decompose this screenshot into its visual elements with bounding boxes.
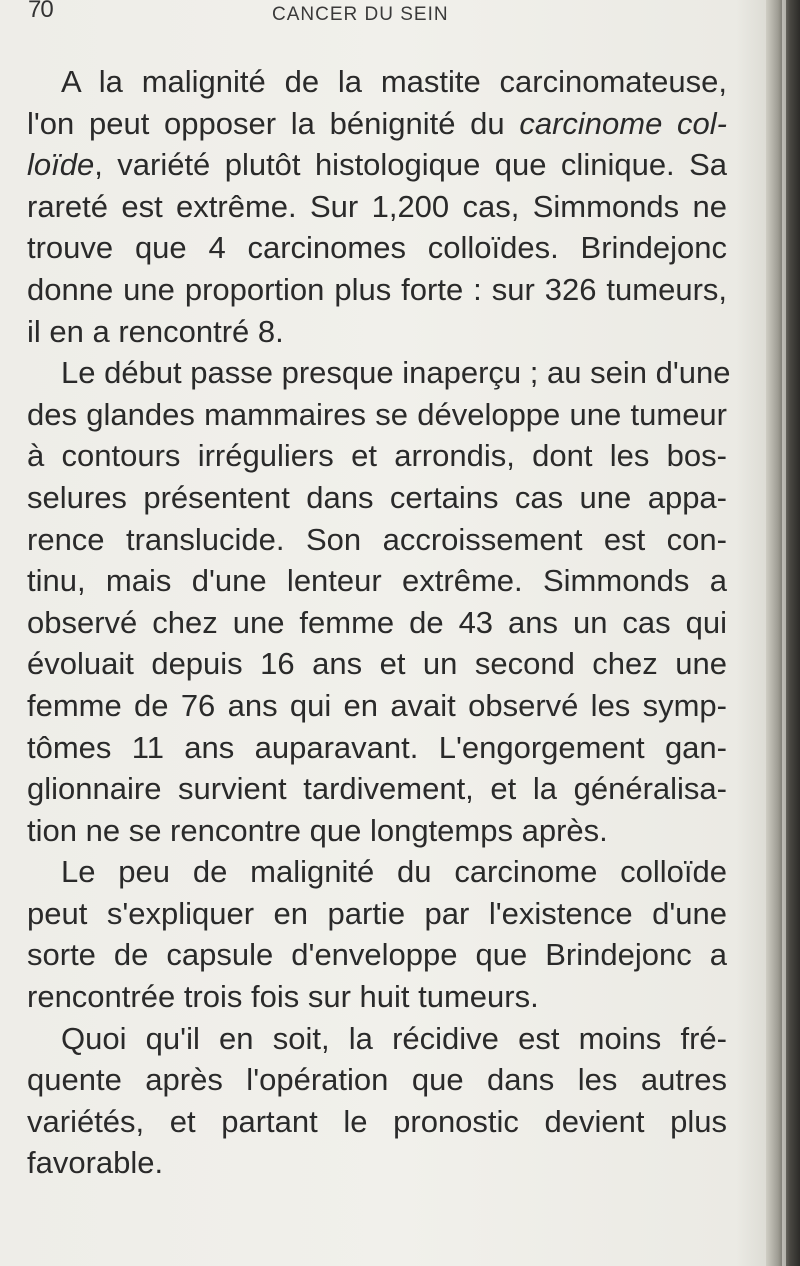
italic-term: loïde: [27, 147, 95, 183]
text-line: femme de 76 ans qui en avait observé les symp-: [27, 687, 727, 723]
text-line: selures présentent dans certains cas une appa-: [27, 479, 727, 515]
italic-term: carcinome col-: [519, 105, 727, 141]
text-line: sorte de capsule d'enveloppe que Brindejonc a: [27, 937, 727, 973]
text-line: peut s'expliquer en partie par l'existence d'une: [27, 895, 727, 931]
text-fragment: l'on peut opposer la bénignité du: [27, 105, 520, 141]
text-line: variétés, et partant le pronostic devient plus: [27, 1103, 727, 1139]
text-line: tinu, mais d'une lenteur extrême. Simmonds a: [27, 563, 727, 599]
text-line: A la malignité de la mastite carcinomateuse,: [61, 64, 727, 99]
text-line: Le peu de malignité du carcinome colloïde: [61, 854, 727, 890]
text-line: glionnaire survient tardivement, et la généralisa-: [27, 771, 727, 807]
text-line: Quoi qu'il en soit, la récidive est moins fré-: [61, 1020, 727, 1056]
text-line: tômes 11 ans auparavant. L'engorgement gan-: [27, 729, 727, 765]
text-line: rence translucide. Son accroissement est con-: [27, 521, 727, 557]
text-line: évoluait depuis 16 ans et un second chez une: [27, 646, 727, 682]
text-line: rareté est extrême. Sur 1,200 cas, Simmonds ne: [27, 188, 727, 224]
text-fragment: , variété plutôt histologique que clinique. Sa: [94, 147, 727, 183]
text-line: tion ne se rencontre que longtemps après.: [27, 812, 608, 848]
text-line: des glandes mammaires se développe une tumeur: [27, 396, 727, 432]
page-number: 70: [28, 0, 53, 23]
text-line: favorable.: [27, 1145, 164, 1181]
text-line: rencontrée trois fois sur huit tumeurs.: [27, 979, 539, 1015]
text-line: il en a rencontré 8.: [27, 313, 284, 349]
text-line: quente après l'opération que dans les autres: [27, 1062, 727, 1098]
body-text: [27, 61, 731, 1184]
text-line: Le début passe presque inaperçu ; au sein d'une: [61, 355, 731, 391]
text-line: [27, 144, 727, 186]
running-head: CANCER DU SEIN: [272, 4, 449, 25]
text-line: trouve que 4 carcinomes colloïdes. Brindejonc: [27, 230, 727, 266]
text-line: [27, 103, 727, 145]
text-line: observé chez une femme de 43 ans un cas qui: [27, 604, 727, 640]
text-line: à contours irréguliers et arrondis, dont les bos-: [27, 438, 727, 474]
text-line: donne une proportion plus forte : sur 326 tumeurs,: [27, 271, 727, 307]
page-edge-highlight: [782, 0, 786, 1266]
